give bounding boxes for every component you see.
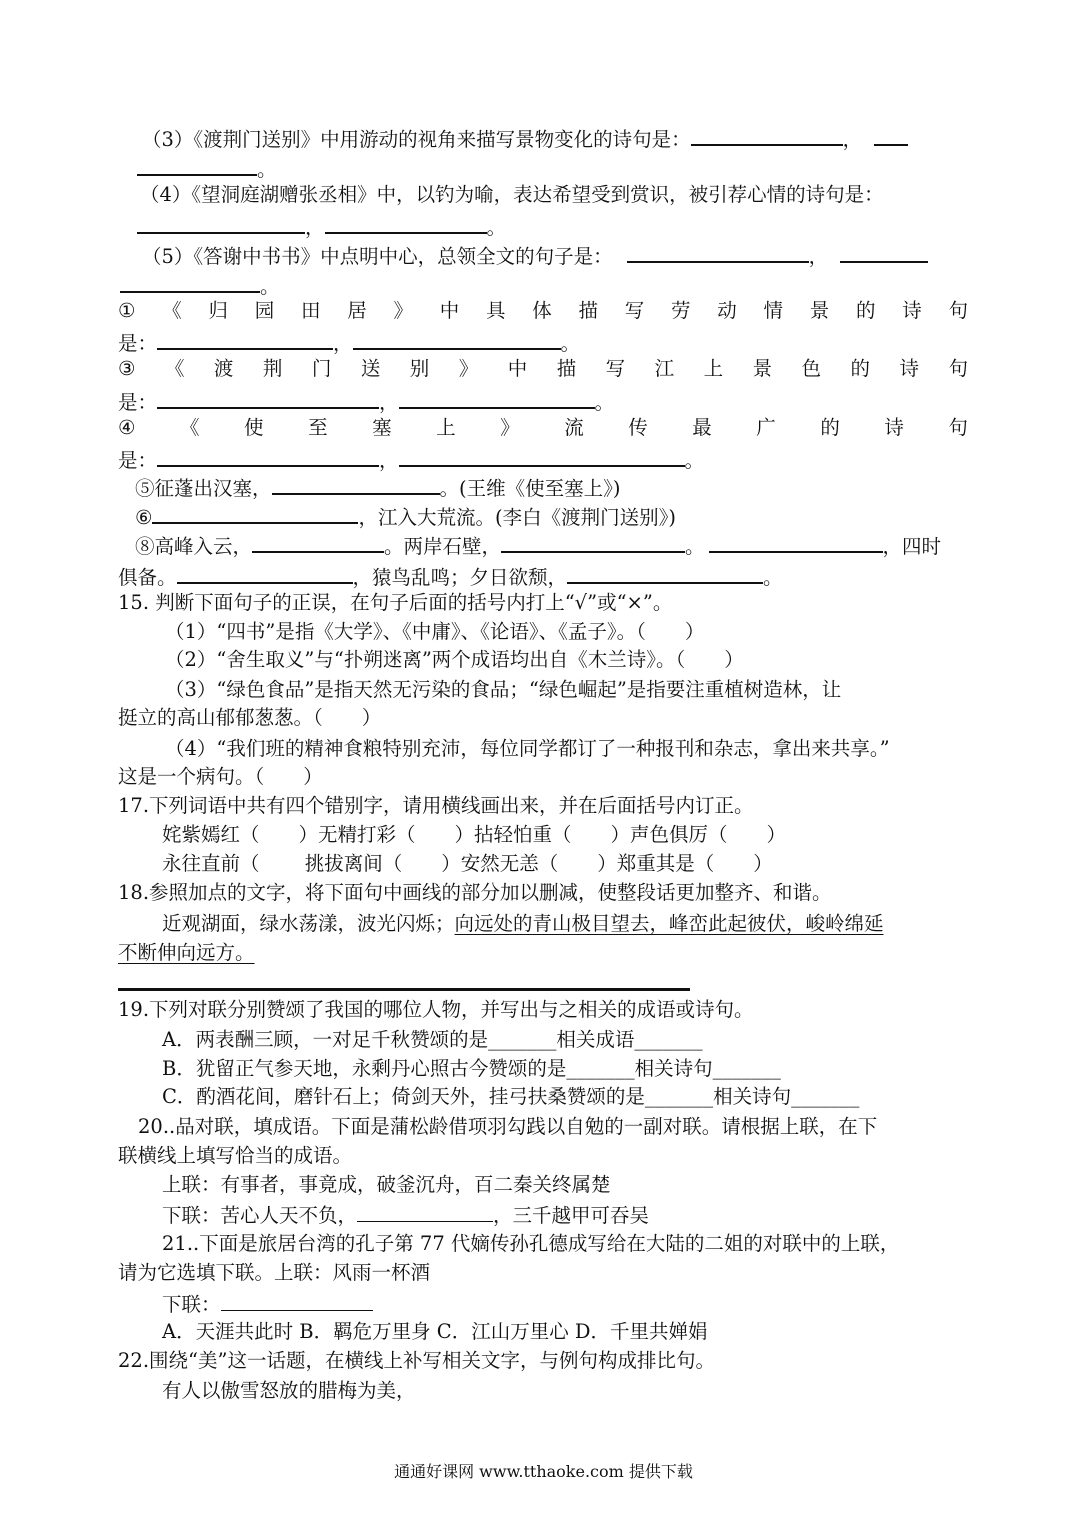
q15-title: 15. 判断下面句子的正误，在句子后面的括号内打上“√”或“×”。 — [118, 591, 673, 614]
char: 句 — [948, 299, 968, 322]
char: 《 — [164, 357, 185, 380]
char: 荆 — [262, 357, 283, 380]
answer-blank[interactable] — [221, 1289, 373, 1311]
q14-c4-line1 — [118, 414, 968, 442]
text: ，三千越甲可吞吴 — [493, 1204, 650, 1227]
punct: ， — [333, 332, 353, 355]
answer-blank[interactable] — [840, 240, 928, 263]
punct: 。 — [684, 449, 705, 472]
q15-item4-line2: 这是一个病句。（ ） — [118, 765, 323, 788]
char: 归 — [208, 299, 228, 322]
char: 上 — [703, 357, 724, 380]
q14-c3-line1 — [118, 355, 968, 383]
text: 。两岸石壁， — [384, 535, 502, 558]
label: 是： — [118, 391, 158, 414]
char: 至 — [308, 416, 328, 439]
char: 写 — [605, 357, 626, 380]
answer-blank[interactable] — [353, 327, 561, 350]
char: 具 — [485, 299, 506, 322]
q17-title: 17.下列词语中共有四个错别字，请用横线画出来，并在后面括号内订正。 — [118, 794, 754, 817]
q18-title: 18.参照加点的文字，将下面句中画线的部分加以删减，使整段话更加整齐、和谐。 — [118, 881, 832, 904]
q15-item3-line1: （3）“绿色食品”是指天然无污染的食品；“绿色崛起”是指要注重植树造林，让 — [165, 678, 842, 701]
q21-title-line1: 21..下面是旅居台湾的孔子第 77 代嫡传孙孔德成写给在大陆的二姐的对联中的上联， — [162, 1232, 900, 1255]
punct: 。 — [257, 158, 277, 181]
char: 劳 — [670, 299, 691, 322]
q14-c3-line2 — [118, 386, 614, 417]
char: 中 — [439, 299, 460, 322]
q15-item1: （1）“四书”是指《大学》、《中庸》、《论语》、《孟子》。（ ） — [165, 620, 705, 643]
answer-blank[interactable] — [691, 123, 843, 146]
q22-title: 22.围绕“美”这一话题，在横线上补写相关文字，与例句构成排比句。 — [118, 1349, 715, 1372]
passage-text: 近观湖面，绿水荡漾，波光闪烁； — [162, 912, 455, 935]
punct: 。 — [260, 275, 280, 298]
q20-title-line2: 联横线上填写恰当的成语。 — [118, 1144, 353, 1167]
char: 田 — [300, 299, 321, 322]
answer-blank[interactable] — [357, 1200, 493, 1222]
q19-option-b: B．犹留正气参天地，永剩丹心照古今赞颂的是_______相关诗句_______ — [162, 1057, 781, 1080]
char: 渡 — [213, 357, 234, 380]
char: 描 — [556, 357, 577, 380]
q14-c4-line2 — [118, 444, 704, 475]
answer-blank[interactable] — [501, 530, 685, 553]
char: 中 — [507, 357, 528, 380]
text: ⑧高峰入云， — [135, 535, 253, 558]
answer-blank[interactable] — [399, 444, 685, 467]
page-footer: 通通好课网 www.tthaoke.com 提供下载 — [394, 1462, 693, 1481]
char: 使 — [244, 416, 264, 439]
text: ，江入大荒流。(李白《渡荆门送别》) — [358, 506, 676, 529]
punct: 。 — [486, 216, 507, 239]
text: ，四时 — [882, 535, 942, 558]
q15-item3-line2: 挺立的高山郁郁葱葱。（ ） — [118, 706, 382, 729]
char: 》 — [500, 416, 520, 439]
char: 的 — [850, 357, 871, 380]
char: 句 — [948, 416, 968, 439]
q18-passage-line1 — [162, 910, 884, 938]
q14-item4-line2 — [137, 211, 506, 242]
underlined-passage: 向远处的青山极目望去，峰峦此起彼伏，峻岭绵延 — [454, 912, 884, 935]
answer-blank[interactable] — [709, 530, 883, 553]
q14-item3-line2 — [137, 153, 277, 184]
answer-blank[interactable] — [627, 240, 809, 263]
char: 情 — [763, 299, 783, 322]
q17-row1: 姹紫嫣红（ ）无精打彩（ ）拈轻怕重（ ）声色俱厉（ ） — [162, 823, 787, 846]
text: 下联： — [162, 1293, 221, 1316]
q20-title-line1: 20..品对联，填成语。下面是蒲松龄借项羽勾践以自勉的一副对联。请根据上联，在下 — [138, 1115, 878, 1138]
char: 广 — [756, 416, 776, 439]
answer-line[interactable] — [118, 988, 690, 991]
q20-upper-couplet: 上联：有事者，事竟成，破釜沉舟，百二秦关终属楚 — [162, 1173, 611, 1196]
q17-row2: 永往直前（ 挑拔离间（ ）安然无恙（ ）郑重其是（ ） — [162, 852, 773, 875]
text: 。(王维《使至塞上》) — [439, 477, 621, 500]
char: 诗 — [902, 299, 922, 322]
char: 写 — [624, 299, 645, 322]
q21-lower-couplet — [162, 1289, 373, 1319]
answer-blank[interactable] — [567, 561, 763, 584]
answer-blank[interactable] — [874, 123, 908, 146]
q15-item4-line1: （4）“我们班的精神食粮特别充沛，每位同学都订了一种报刊和杂志，拿出来共享。” — [165, 737, 890, 760]
char: 句 — [948, 357, 968, 380]
char: 《 — [180, 416, 200, 439]
char: 描 — [578, 299, 598, 322]
text: 。 — [763, 566, 783, 589]
answer-blank[interactable] — [325, 211, 487, 234]
char: 塞 — [372, 416, 392, 439]
char: ③ — [118, 357, 136, 380]
char: 《 — [162, 299, 182, 322]
answer-blank[interactable] — [252, 530, 384, 553]
q14-item3-text: （3）《渡荆门送别》中用游动的视角来描写景物变化的诗句是： — [142, 128, 691, 151]
q22-example: 有人以傲雪怒放的腊梅为美， — [162, 1379, 416, 1402]
label: 是： — [118, 449, 158, 472]
char: 动 — [717, 299, 737, 322]
char: 的 — [855, 299, 876, 322]
char: 别 — [409, 357, 430, 380]
answer-blank[interactable] — [157, 327, 333, 350]
q19-option-a: A．两表酬三顾，一对足千秋赞颂的是_______相关成语_______ — [162, 1028, 703, 1051]
char: 》 — [458, 357, 479, 380]
q19-title: 19.下列对联分别赞颂了我国的哪位人物，并写出与之相关的成语或诗句。 — [118, 998, 754, 1021]
punct: 。 — [560, 332, 581, 355]
char: 景 — [809, 299, 830, 322]
char: 诗 — [884, 416, 904, 439]
char: 门 — [311, 357, 332, 380]
char: 体 — [532, 299, 552, 322]
char: ① — [118, 299, 136, 322]
answer-blank[interactable] — [157, 386, 379, 409]
punct: ， — [842, 128, 863, 151]
char: 的 — [820, 416, 840, 439]
punct: ， — [305, 216, 325, 239]
underlined-passage: 不断伸向远方。 — [118, 941, 255, 964]
char: 景 — [752, 357, 773, 380]
q21-options: A．天涯共此时 B．羁危万里身 C．江山万里心 D．千里共婵娟 — [162, 1320, 708, 1343]
char: 江 — [654, 357, 675, 380]
q18-passage-line2 — [118, 939, 255, 967]
answer-blank[interactable] — [157, 444, 379, 467]
char: 最 — [692, 416, 712, 439]
answer-blank[interactable] — [137, 211, 305, 234]
q14-c6-line — [135, 501, 676, 532]
char: 上 — [436, 416, 456, 439]
q14-c1-line1 — [118, 297, 968, 325]
text: ，猿鸟乱鸣；夕日欲颓， — [352, 566, 568, 589]
text: 下联：苦心人天不负， — [162, 1204, 358, 1227]
q20-lower-couplet — [162, 1200, 649, 1230]
answer-blank[interactable] — [120, 270, 260, 293]
char: 传 — [628, 416, 648, 439]
punct: 。 — [594, 391, 615, 414]
q21-title-line2: 请为它选填下联。上联：风雨一杯酒 — [118, 1261, 431, 1284]
text: 俱备。 — [118, 566, 177, 589]
answer-blank[interactable] — [137, 153, 257, 176]
text: ⑥ — [135, 506, 153, 529]
q14-item5-text: （5）《答谢中书书》中点明中心，总领全文的句子是： — [142, 245, 613, 268]
punct: ， — [379, 449, 399, 472]
answer-blank[interactable] — [399, 386, 595, 409]
answer-blank[interactable] — [152, 501, 358, 524]
q14-c8-line2 — [118, 561, 783, 592]
char: 色 — [801, 357, 822, 380]
q14-c5-line — [135, 472, 620, 503]
label: 是： — [118, 332, 158, 355]
q14-c1-line2 — [118, 327, 580, 358]
q15-item2: （2）“舍生取义”与“扑朔迷离”两个成语均出自《木兰诗》。（ ） — [165, 648, 744, 671]
text: 。 — [685, 535, 705, 558]
text: ⑤征蓬出汉塞， — [135, 477, 272, 500]
char: 园 — [254, 299, 275, 322]
answer-blank[interactable] — [177, 561, 353, 584]
char: 》 — [393, 299, 413, 322]
q14-c8-line1 — [135, 530, 941, 561]
char: 居 — [347, 299, 367, 322]
punct: ， — [808, 245, 829, 268]
answer-blank[interactable] — [272, 472, 440, 495]
q14-item4-text: （4）《望洞庭湖赠张丞相》中，以钓为喻，表达希望受到赏识，被引荐心情的诗句是： — [140, 183, 884, 206]
char: 诗 — [899, 357, 919, 380]
char: 流 — [564, 416, 584, 439]
q14-item4-line1 — [140, 181, 884, 209]
q19-option-c: C．酌酒花间，磨针石上；倚剑天外，挂弓扶桑赞颂的是_______相关诗句_______ — [162, 1085, 860, 1108]
char: 送 — [360, 357, 381, 380]
q14-item5-line1 — [142, 240, 928, 271]
punct: ， — [379, 391, 399, 414]
q14-item3-line1 — [142, 123, 908, 154]
char: ④ — [118, 416, 136, 439]
